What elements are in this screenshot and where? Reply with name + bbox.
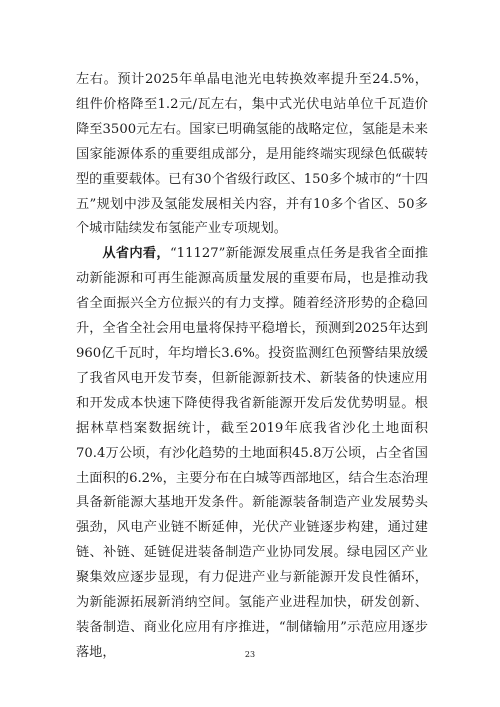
body-text	[76, 68, 428, 666]
paragraph-lead: 从省内看，	[102, 246, 170, 262]
paragraph-provincial-outlook	[76, 242, 428, 665]
paragraph-continued	[76, 68, 428, 242]
paragraph-text: 左右。预计2025年单晶电池光电转换效率提升至24.5%，组件价格降至1.2元/瓦左右，集中式光伏电站单位千瓦造价降至3500元左右。国家已明确氢能的战略定位，氢能是未来国家能源体系的重要组成部分，是用能终端实现绿色低碳转型的重要载体。已有30个省级行政区、150多个城市的“十四五”规划中涉及氢能发展相关内容，并有10多个省区、50多个城市陆续发布氢能产业专项规划。	[76, 72, 429, 237]
paragraph-text: “11127”新能源发展重点任务是我省全面推动新能源和可再生能源高质量发展的重要布局，也是推动我省全面振兴全方位振兴的有力支撑。随着经济形势的企稳回升，全省全社会用电量将保持平稳增长，预测到2025年达到960亿千瓦时，年均增长3.6%。投资监测红色预警结果放缓了我省风电开发节奏，但新能源新技术、新装备的快速应用和开发成本快速下降使得我省新能源开发后发优势明显。根据林草档案数据统计，截至2019年底我省沙化土地面积70.4万公顷，有沙化趋势的土地面积45.8万公顷，占全省国土面积的6.2%，主要分布在白城等西部地区，结合生态治理具备新能源大基地开发条件。新能源装备制造产业发展势头强劲，风电产业链不断延伸，光伏产业链逐步构建，通过建链、补链、延链促进装备制造产业协同发展。绿电园区产业聚集效应逐步显现，有力促进产业与新能源开发良性循环，为新能源拓展新消纳空间。氢能产业进程加快，研发创新、装备制造、商业化应用有序推进，“制储输用”示范应用逐步落地，	[76, 246, 429, 660]
page-number: 23	[244, 650, 256, 659]
